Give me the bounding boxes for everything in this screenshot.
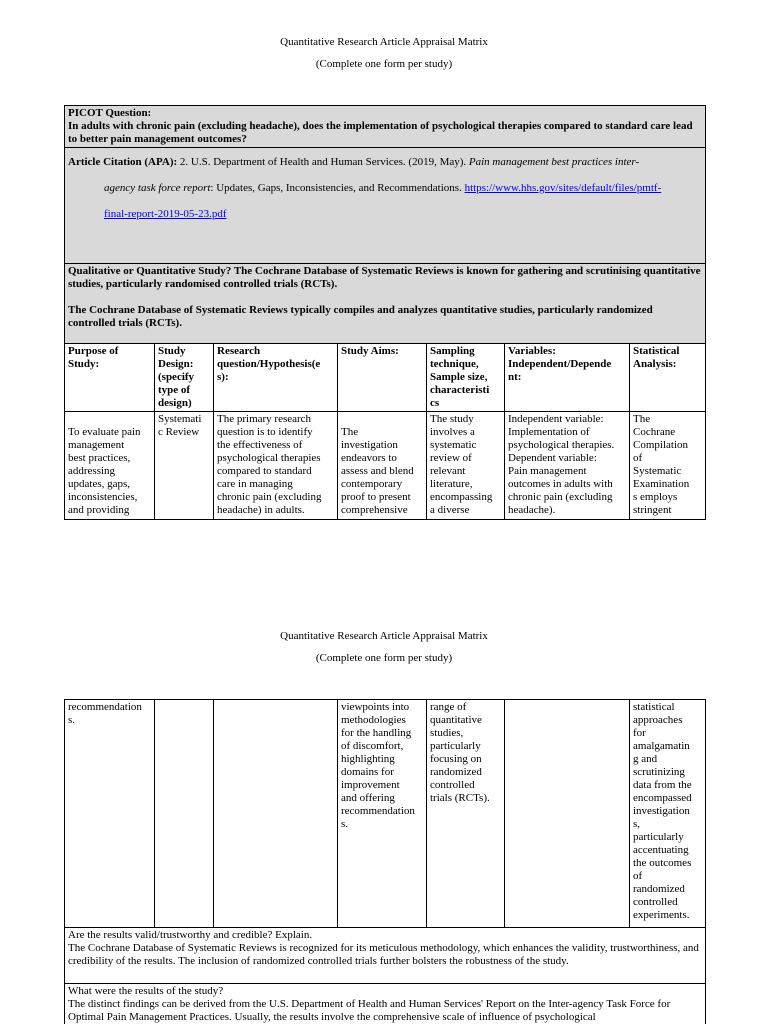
page2-subtitle: (Complete one form per study): [315, 652, 453, 664]
col-header-sampling: Sampling technique, Sample size, characteristi cs: [427, 344, 505, 412]
picot-question: In adults with chronic pain (excluding headache), does the implementation of psychological therapies compared to standard care lead to better pain management outcomes?: [68, 120, 693, 145]
appraisal-table-page2: [64, 699, 706, 1024]
citation-text-1: 2. U.S. Department of Health and Human Services. (2019, May).: [177, 156, 469, 168]
picot-label: PICOT Question:: [68, 107, 152, 119]
appraisal-table-page1: [64, 105, 706, 520]
col-header-variables: Variables: Independent/Depende nt:: [505, 344, 630, 412]
citation-label: Article Citation (APA):: [68, 156, 178, 168]
col-header-research-question: Research question/Hypothesis(e s):: [214, 344, 338, 412]
cell-research-question-cont: [214, 700, 338, 928]
results-question: What were the results of the study?: [68, 985, 224, 997]
citation-text-2: : Updates, Gaps, Inconsistencies, and Recommendations.: [210, 182, 465, 194]
cell-variables-cont: [505, 700, 630, 928]
page2-title: Quantitative Research Article Appraisal Matrix: [280, 630, 488, 642]
cell-purpose: To evaluate pain management best practices, addressing updates, gaps, inconsistencies, and providing: [65, 412, 155, 520]
validity-question: Are the results valid/trustworthy and credible? Explain.: [68, 929, 313, 941]
cell-sampling: The study involves a systematic review of relevant literature, encompassing a diverse: [427, 412, 505, 520]
cell-research-question: The primary research question is to identify the effectiveness of psychological therapies compared to standard care in managing chronic pain (excluding headache) in adults.: [214, 412, 338, 520]
citation-italic-2: agency task force report: [104, 182, 211, 194]
qual-quant-cell: [65, 264, 706, 344]
col-header-statistical: Statistical Analysis:: [630, 344, 706, 412]
picot-cell: [65, 106, 706, 148]
citation-url-link-cont[interactable]: final-report-2019-05-23.pdf: [104, 208, 227, 220]
page1-title: Quantitative Research Article Appraisal Matrix: [280, 36, 488, 48]
cell-design-cont: [155, 700, 214, 928]
cell-aims-cont: viewpoints into methodologies for the handling of discomfort, highlighting domains for improvement and offering recommendation s.: [338, 700, 427, 928]
col-header-aims: Study Aims:: [338, 344, 427, 412]
validity-answer: The Cochrane Database of Systematic Reviews is recognized for its meticulous methodology, which enhances the validity, trustworthiness, and credibility of the results. The inclusion of randomized controlled trials further bolsters the robustness of the study.: [68, 942, 699, 967]
citation-url-link[interactable]: https://www.hhs.gov/sites/default/files/pmtf-: [464, 182, 662, 194]
qual-quant-question: Qualitative or Quantitative Study? The Cochrane Database of Systematic Reviews is known for gathering and scrutinising quantitative studies, particularly randomised controlled trials (RCTs).: [68, 265, 701, 290]
results-cell: [65, 984, 706, 1024]
col-header-purpose: Purpose of Study:: [65, 344, 155, 412]
validity-cell: [65, 928, 706, 984]
cell-statistical: The Cochrane Compilation of Systematic Examination s employs stringent: [630, 412, 706, 520]
citation-italic-1: Pain management best practices inter-: [468, 156, 640, 168]
citation-cell: [65, 148, 706, 264]
page1-subtitle: (Complete one form per study): [315, 58, 453, 70]
qual-quant-answer: The Cochrane Database of Systematic Reviews typically compiles and analyzes quantitative studies, particularly randomized controlled trials (RCTs).: [68, 304, 653, 329]
cell-design: Systemati c Review: [155, 412, 214, 520]
cell-sampling-cont: range of quantitative studies, particularly focusing on randomized controlled trials (RCTs).: [427, 700, 505, 928]
col-header-design: Study Design: (specify type of design): [155, 344, 214, 412]
cell-purpose-cont: recommendation s.: [65, 700, 155, 928]
cell-statistical-cont: statistical approaches for amalgamatin g and scrutinizing data from the encompassed investigation s, particularly accentuating the outcomes of randomized controlled experiments.: [630, 700, 706, 928]
results-answer: The distinct findings can be derived from the U.S. Department of Health and Human Services' Report on the Inter-agency Task Force for Optimal Pain Management Practices. Usually, the results involve the comprehensive scale of influence of psychological: [68, 998, 671, 1023]
cell-aims: The investigation endeavors to assess and blend contemporary proof to present comprehensive: [338, 412, 427, 520]
cell-variables: Independent variable: Implementation of psychological therapies. Dependent variable: Pain management outcomes in adults with chronic pain (excluding headache).: [505, 412, 630, 520]
